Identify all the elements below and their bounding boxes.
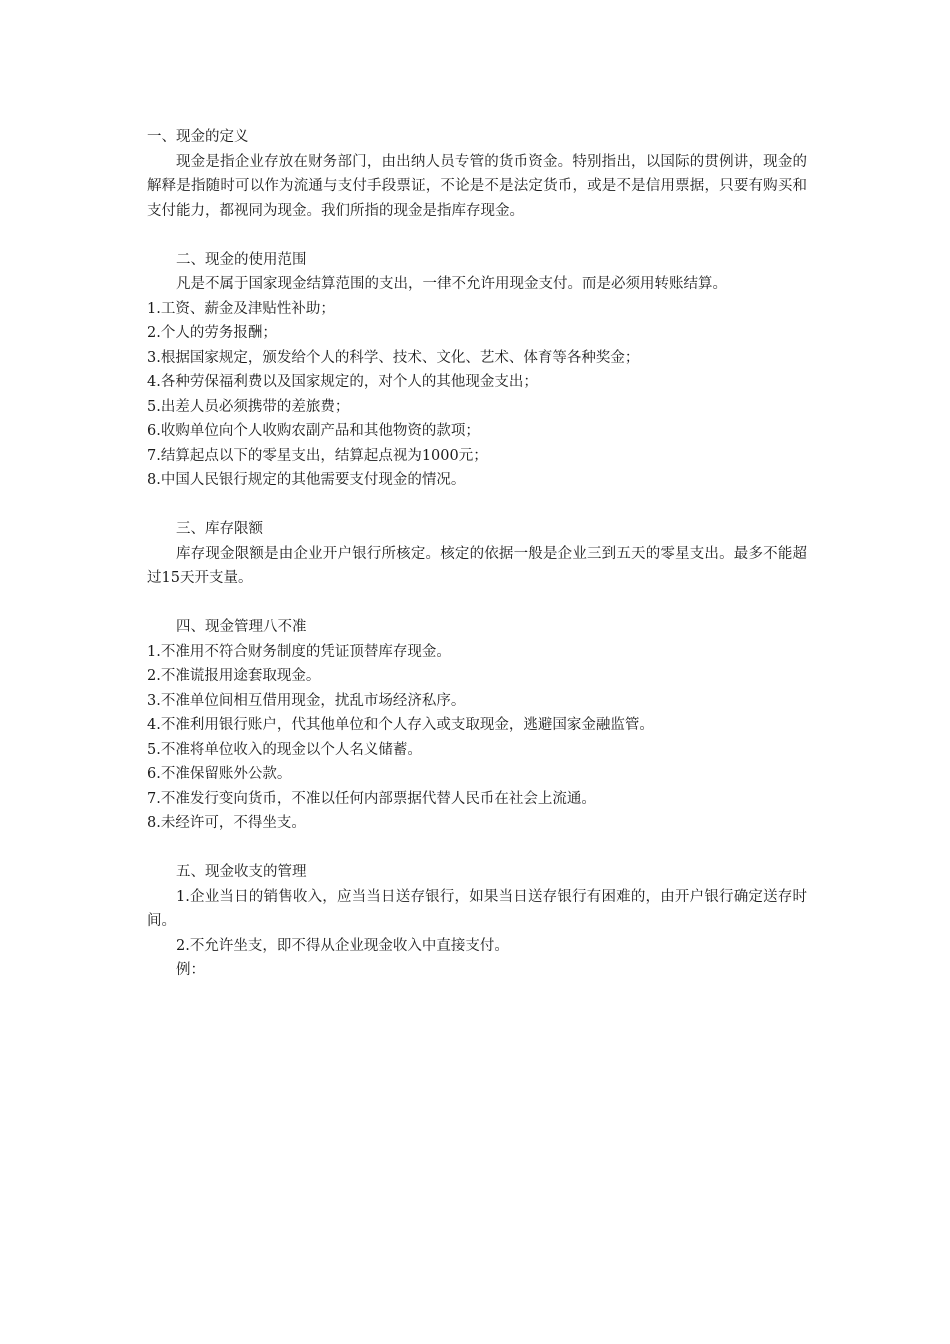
- section-paragraph: 现金是指企业存放在财务部门，由出纳人员专管的货币资金。特别指出，以国际的贯例讲，现金的解释是指随时可以作为流通与支付手段票证，不论是不是法定货币，或是不是信用票据，只要有购买和支付能力，都视同为现金。我们所指的现金是指库存现金。: [147, 153, 807, 219]
- section-paragraph: 凡是不属于国家现金结算范围的支出，一律不允许用现金支付。而是必须用转账结算。: [176, 276, 727, 292]
- section-heading: 三、库存限额: [176, 521, 263, 537]
- list-item: 8.中国人民银行规定的其他需要支付现金的情况。: [147, 472, 466, 488]
- list-item: 6.收购单位向个人收购农副产品和其他物资的款项；: [147, 423, 480, 439]
- section-cash-usage-scope: [147, 248, 807, 493]
- list-item: 2.个人的劳务报酬；: [147, 325, 277, 341]
- section-inventory-limit: [147, 517, 807, 591]
- list-item: 5.出差人员必须携带的差旅费；: [147, 398, 350, 415]
- example-label: 例：: [176, 962, 205, 978]
- list-item: 2.不准谎报用途套取现金。: [147, 668, 321, 684]
- section-paragraph: 1.企业当日的销售收入，应当当日送存银行，如果当日送存银行有困难的，由开户银行确定送存时间。: [147, 888, 807, 929]
- section-cash-receipts-management: [147, 860, 807, 983]
- list-item: 1.不准用不符合财务制度的凭证顶替库存现金。: [147, 643, 451, 660]
- list-item: 4.各种劳保福利费以及国家规定的，对个人的其他现金支出；: [147, 374, 538, 390]
- section-heading: 五、现金收支的管理: [176, 864, 307, 880]
- list-item: 7.不准发行变向货币，不准以任何内部票据代替人民币在社会上流通。: [147, 790, 596, 807]
- list-item: 4.不准利用银行账户，代其他单位和个人存入或支取现金，逃避国家金融监管。: [147, 717, 654, 733]
- section-eight-prohibitions: [147, 615, 807, 836]
- document-page: [147, 125, 807, 983]
- list-item: 3.不准单位间相互借用现金，扰乱市场经济私序。: [147, 692, 466, 709]
- section-heading: 四、现金管理八不准: [176, 619, 307, 635]
- list-item: 7.结算起点以下的零星支出，结算起点视为1000元；: [147, 447, 488, 464]
- section-heading: 二、现金的使用范围: [176, 251, 307, 268]
- section-heading: 一、现金的定义: [147, 129, 249, 145]
- list-item: 5.不准将单位收入的现金以个人名义储蓄。: [147, 741, 422, 758]
- list-item: 1.工资、薪金及津贴性补助；: [147, 300, 335, 317]
- list-item: 6.不准保留账外公款。: [147, 766, 292, 782]
- section-paragraph: 库存现金限额是由企业开户银行所核定。核定的依据一般是企业三到五天的零星支出。最多不能超过15天开支量。: [147, 545, 807, 586]
- section-paragraph: 2.不允许坐支，即不得从企业现金收入中直接支付。: [176, 937, 509, 954]
- section-cash-definition: [147, 125, 807, 223]
- list-item: 3.根据国家规定，颁发给个人的科学、技术、文化、艺术、体育等各种奖金；: [147, 349, 640, 366]
- list-item: 8.未经许可，不得坐支。: [147, 815, 306, 831]
